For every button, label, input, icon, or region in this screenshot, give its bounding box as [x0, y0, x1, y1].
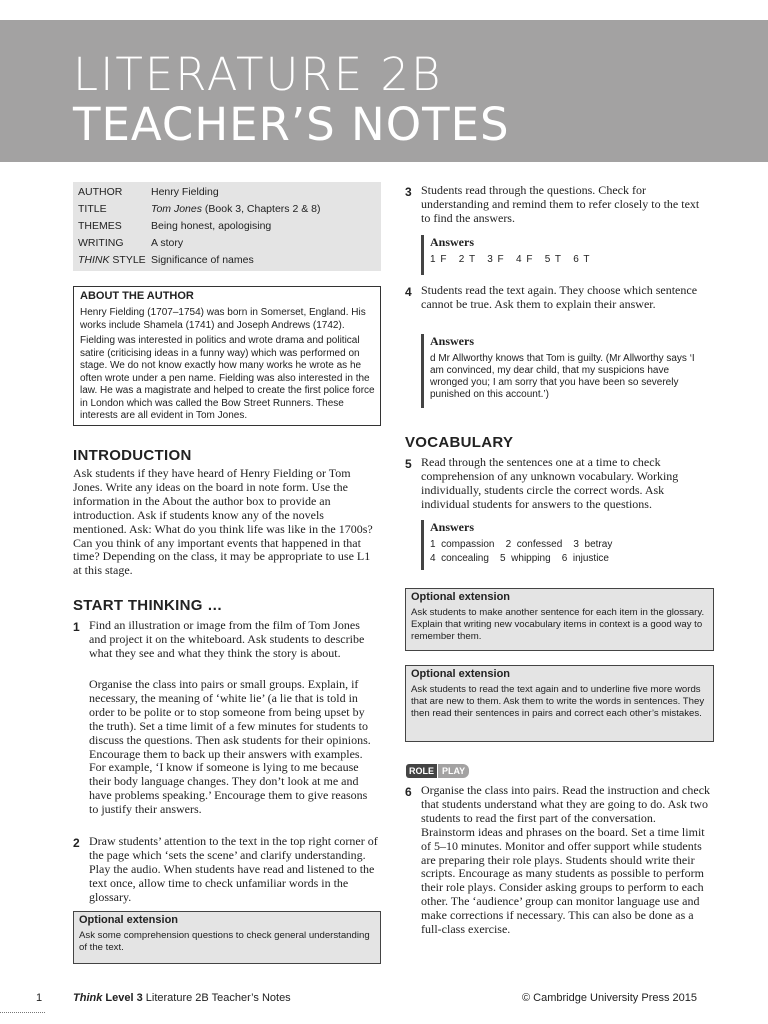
answers-heading: Answers: [430, 334, 474, 348]
item-number: 2: [73, 836, 80, 850]
footer-brand-rest: Level 3: [102, 992, 143, 1004]
optional-extension-text: Ask some comprehension questions to check general understanding of the text.: [79, 930, 370, 953]
info-value: A story: [151, 237, 184, 249]
about-author-heading: ABOUT THE AUTHOR: [80, 290, 194, 302]
optional-extension-box: [405, 665, 714, 742]
info-key-italic: THINK: [78, 254, 110, 266]
item-number: 3: [405, 185, 412, 199]
item-text: Students read the text again. They choose which sentence cannot be true. Ask them to explain their answer.: [421, 283, 698, 311]
optional-extension-text: Ask students to read the text again and to underline five more words that are new to them. Ask them to write the words in sentences. They then read their sentences in pairs and correct each other’s mistakes.: [411, 684, 705, 719]
optional-extension-box: [73, 911, 381, 964]
optional-extension-text: Ask students to make another sentence for each item in the glossary. Explain that writing new vocabulary items in context is a good way to remember them.: [411, 607, 705, 642]
play-badge-label: PLAY: [438, 764, 469, 778]
header-banner: [0, 20, 768, 162]
footer-copyright: © Cambridge University Press 2015: [522, 992, 698, 1004]
introduction-text: Ask students if they have heard of Henry Fielding or Tom Jones. Write any ideas on the board in note form. Use the information in the About the author box to provide an introduction. Ask if students know any of the novels mentioned. Ask: What do you think life was like in the 1700s? Can you think of any important events that happened in that time? Depending on the class, it may be appropriate to use L1 at this stage.: [73, 466, 373, 578]
answers-block: [421, 235, 704, 275]
info-key: AUTHOR: [78, 186, 123, 198]
item-text: Draw students’ attention to the text in the top right corner of the page which ‘sets the scene’ and clarify understanding. Play the audio. When students have read and listened to the text once, allow time to check unfamiliar words in the glossary.: [89, 834, 378, 904]
info-key: [78, 252, 148, 269]
page-number: 1: [36, 992, 43, 1004]
item-text: Organise the class into pairs. Read the instruction and check that students understand what they are going to do. Ask two students to read the first part of the conversation. Brainstorm ideas and phrases on the board. Set a time limit of 5–10 minutes. Monitor and offer support while students are preparing their role plays. Students should write their scripts. Encourage as many students as possible to perform their role plays. Consider asking groups to perform to each other. The ‘audience’ group can monitor language use and make corrections if necessary. This can also be done as a full-class exercise.: [421, 783, 711, 937]
info-value: Significance of names: [151, 254, 254, 266]
info-value: Henry Fielding: [151, 186, 219, 198]
optional-extension-heading: Optional extension: [411, 668, 511, 680]
start-thinking-heading: START THINKING …: [73, 597, 223, 614]
about-author-paragraph: Henry Fielding (1707–1754) was born in Somerset, England. His works include Shamela (1741) and Joseph Andrews (1742).: [80, 307, 366, 331]
info-value-rest: (Book 3, Chapters 2 & 8): [201, 203, 321, 215]
info-value-italic: Tom Jones: [151, 203, 202, 215]
info-key: WRITING: [78, 237, 124, 249]
answers-heading: Answers: [430, 520, 474, 534]
item-number: 4: [405, 285, 412, 299]
answers-block: [421, 334, 714, 408]
item-number: 1: [73, 620, 80, 634]
vocabulary-heading: VOCABULARY: [405, 434, 514, 451]
info-key: TITLE: [78, 203, 107, 215]
about-author-box: [73, 286, 381, 426]
footer-title: [73, 992, 291, 1004]
item-text: Find an illustration or image from the film of Tom Jones and project it on the whiteboard. Ask students to describe what they see and what they think the story is about.: [89, 618, 365, 660]
info-value: [151, 201, 320, 218]
item-number: 6: [405, 785, 412, 799]
answers-text: d Mr Allworthy knows that Tom is guilty. (Mr Allworthy says ‘I am convinced, my dear child, that my suspicions have wronged you; I am sorry that you have been so severely punished on this account.’): [430, 353, 695, 400]
answers-text-line: 4 concealing 5 whipping 6 injustice: [430, 553, 609, 564]
answers-text: 1 F 2 T 3 F 4 F 5 T 6 T: [430, 254, 591, 265]
optional-extension-heading: Optional extension: [79, 914, 179, 926]
item-number: 5: [405, 457, 412, 471]
info-key-rest: STYLE: [109, 254, 146, 266]
role-play-badge: [406, 764, 468, 778]
header-title-line1: LITERATURE 2B: [73, 48, 443, 101]
role-badge-label: ROLE: [406, 764, 437, 778]
footer-divider: [0, 1012, 45, 1013]
answers-heading: Answers: [430, 235, 474, 249]
item-text: Students read through the questions. Check for understanding and remind them to refer closely to the text to find the answers.: [421, 183, 700, 225]
item-text: Organise the class into pairs or small groups. Explain, if necessary, the meaning of ‘white lie’ (a lie that is told in order to be polite or to stop someone from being upset by the truth). Set a time limit of a few minutes for students to discuss the questions. Then ask students for their opinions. Encourage them to back up their answers with examples. For example, ‘I know if someone is lying to me because their body language changes. They don’t look at me and have problems speaking.’ Encourage them to give reasons to justify their answers.: [89, 677, 371, 817]
info-value: Being honest, apologising: [151, 220, 272, 232]
answers-text-line: 1 compassion 2 confessed 3 betray: [430, 539, 613, 550]
info-key: THEMES: [78, 220, 122, 232]
header-title-line2: TEACHER’S NOTES: [73, 98, 510, 151]
footer-brand-italic: Think: [73, 992, 103, 1004]
answers-block: [421, 520, 704, 570]
footer-doc-title: Literature 2B Teacher’s Notes: [145, 992, 291, 1004]
info-table: [73, 182, 381, 271]
optional-extension-box: [405, 588, 714, 651]
about-author-paragraph: Fielding was interested in politics and wrote drama and political satire (criticising ideas in a funny way) which was performed on stage. We do not know exactly how many works he wrote as he often wrote under a pen name. Fielding was also interested in the law. He was a magistrate and helped to create the first police force in London which was called the Bow Street Runners. These interests are all evident in Tom Jones.: [80, 335, 375, 421]
optional-extension-heading: Optional extension: [411, 591, 511, 603]
item-text: Read through the sentences one at a time to check comprehension of any unknown vocabulary. Working individually, students circle the correct words. Ask individual students for answers to the questions.: [421, 455, 679, 511]
introduction-heading: INTRODUCTION: [73, 447, 192, 464]
